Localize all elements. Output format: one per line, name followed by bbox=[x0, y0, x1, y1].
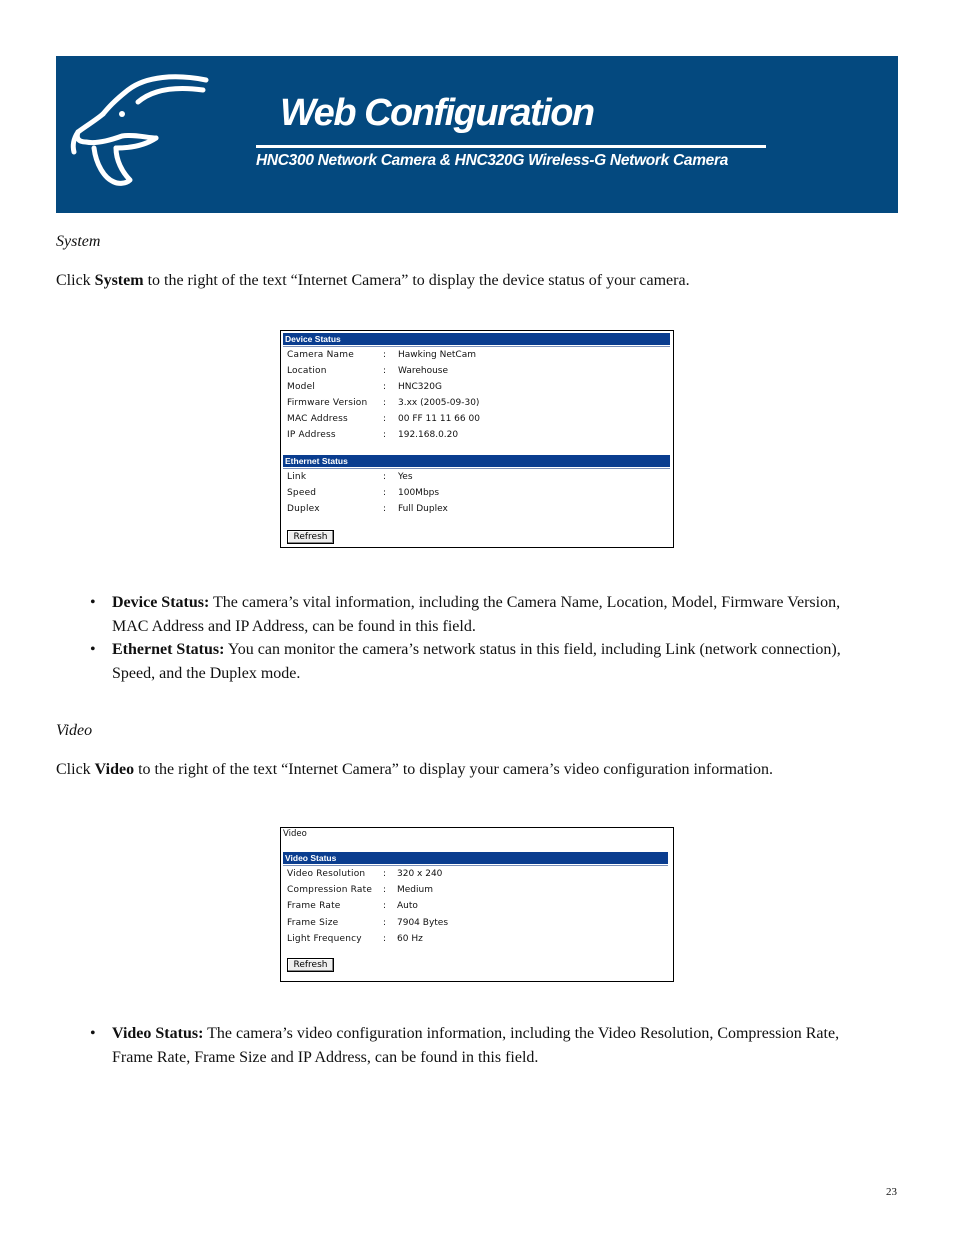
system-bullet-list bbox=[90, 591, 870, 685]
row-value: 320 x 240 bbox=[397, 869, 443, 879]
row-label: Frame Size bbox=[287, 918, 339, 928]
section-heading-video: Video bbox=[56, 722, 93, 739]
system-intro-paragraph bbox=[56, 272, 690, 290]
row-separator: : bbox=[383, 366, 387, 376]
row-value: HNC320G bbox=[398, 382, 442, 392]
video-intro-bold: Video bbox=[94, 761, 135, 778]
row-label: Location bbox=[287, 366, 327, 376]
bullet-term: Video Status: bbox=[112, 1025, 204, 1042]
row-label: Link bbox=[287, 472, 307, 482]
row-value: Medium bbox=[397, 885, 433, 895]
section-heading-system: System bbox=[56, 233, 101, 250]
row-label: Video Resolution bbox=[287, 869, 366, 879]
row-label: Duplex bbox=[287, 504, 320, 514]
bullet-term: Ethernet Status: bbox=[112, 641, 225, 658]
video-intro-suffix: to the right of the text “Internet Camera” to display your camera’s video configuration information. bbox=[134, 761, 773, 778]
video-intro-prefix: Click bbox=[56, 761, 95, 778]
row-value: Yes bbox=[398, 472, 413, 482]
banner-title: Web Configuration bbox=[280, 92, 594, 134]
video-bullet-list bbox=[90, 1022, 870, 1069]
row-separator: : bbox=[383, 488, 387, 498]
device-status-header: Device Status bbox=[283, 333, 670, 345]
row-label: IP Address bbox=[287, 430, 336, 440]
system-intro-suffix: to the right of the text “Internet Camera” to display the device status of your camera. bbox=[143, 272, 690, 289]
video-status-header: Video Status bbox=[283, 852, 668, 864]
row-separator: : bbox=[383, 504, 387, 514]
row-separator: : bbox=[383, 398, 387, 408]
row-separator: : bbox=[383, 918, 387, 928]
row-value: Warehouse bbox=[398, 366, 449, 376]
row-value: 3.xx (2005-09-30) bbox=[398, 398, 480, 408]
bullet-text: The camera’s video configuration information, including the Video Resolution, Compression Rate, Frame Rate, Frame Size and IP Address, can be found in this field. bbox=[112, 1025, 840, 1066]
row-separator: : bbox=[383, 382, 387, 392]
bullet-text: The camera’s vital information, including the Camera Name, Location, Model, Firmware Version, MAC Address and IP Address, can be found in this field. bbox=[112, 594, 841, 635]
row-separator: : bbox=[383, 350, 387, 360]
row-label: Light Frequency bbox=[287, 934, 362, 944]
row-label: Model bbox=[287, 382, 316, 392]
ethernet-status-header: Ethernet Status bbox=[283, 455, 670, 467]
banner-subtitle: HNC300 Network Camera & HNC320G Wireless-G Network Camera bbox=[256, 152, 729, 169]
row-label: MAC Address bbox=[287, 414, 348, 424]
row-separator: : bbox=[383, 934, 387, 944]
row-separator: : bbox=[383, 414, 387, 424]
row-separator: : bbox=[383, 885, 387, 895]
video-refresh-button[interactable]: Refresh bbox=[287, 958, 334, 972]
row-value: 7904 Bytes bbox=[397, 918, 449, 928]
row-label: Speed bbox=[287, 488, 317, 498]
system-status-panel bbox=[280, 330, 674, 548]
row-label: Compression Rate bbox=[287, 885, 373, 895]
list-item bbox=[90, 591, 870, 638]
row-separator: : bbox=[383, 901, 387, 911]
eagle-icon bbox=[56, 56, 256, 213]
banner-divider bbox=[256, 145, 766, 148]
row-separator: : bbox=[383, 430, 387, 440]
row-value: Full Duplex bbox=[398, 504, 448, 514]
row-separator: : bbox=[383, 869, 387, 879]
row-value: Auto bbox=[397, 901, 418, 911]
video-page-label: Video bbox=[283, 829, 307, 839]
row-value: 192.168.0.20 bbox=[398, 430, 459, 440]
row-label: Frame Rate bbox=[287, 901, 341, 911]
bullet-term: Device Status: bbox=[112, 594, 210, 611]
system-intro-bold: System bbox=[94, 272, 144, 289]
list-item bbox=[90, 638, 870, 685]
row-label: Firmware Version bbox=[287, 398, 368, 408]
row-value: 100Mbps bbox=[398, 488, 440, 498]
system-intro-prefix: Click bbox=[56, 272, 95, 289]
row-label: Camera Name bbox=[287, 350, 354, 360]
row-value: 60 Hz bbox=[397, 934, 423, 944]
system-refresh-button[interactable]: Refresh bbox=[287, 530, 334, 544]
video-status-panel bbox=[280, 827, 674, 982]
video-intro-paragraph bbox=[56, 761, 773, 779]
header-banner bbox=[56, 56, 898, 213]
bullet-text: You can monitor the camera’s network status in this field, including Link (network connection), Speed, and the Duplex mode. bbox=[112, 641, 841, 682]
row-value: 00 FF 11 11 66 00 bbox=[398, 414, 480, 424]
list-item bbox=[90, 1022, 870, 1069]
page-number: 23 bbox=[886, 1186, 897, 1198]
row-separator: : bbox=[383, 472, 387, 482]
row-value: Hawking NetCam bbox=[398, 350, 476, 360]
